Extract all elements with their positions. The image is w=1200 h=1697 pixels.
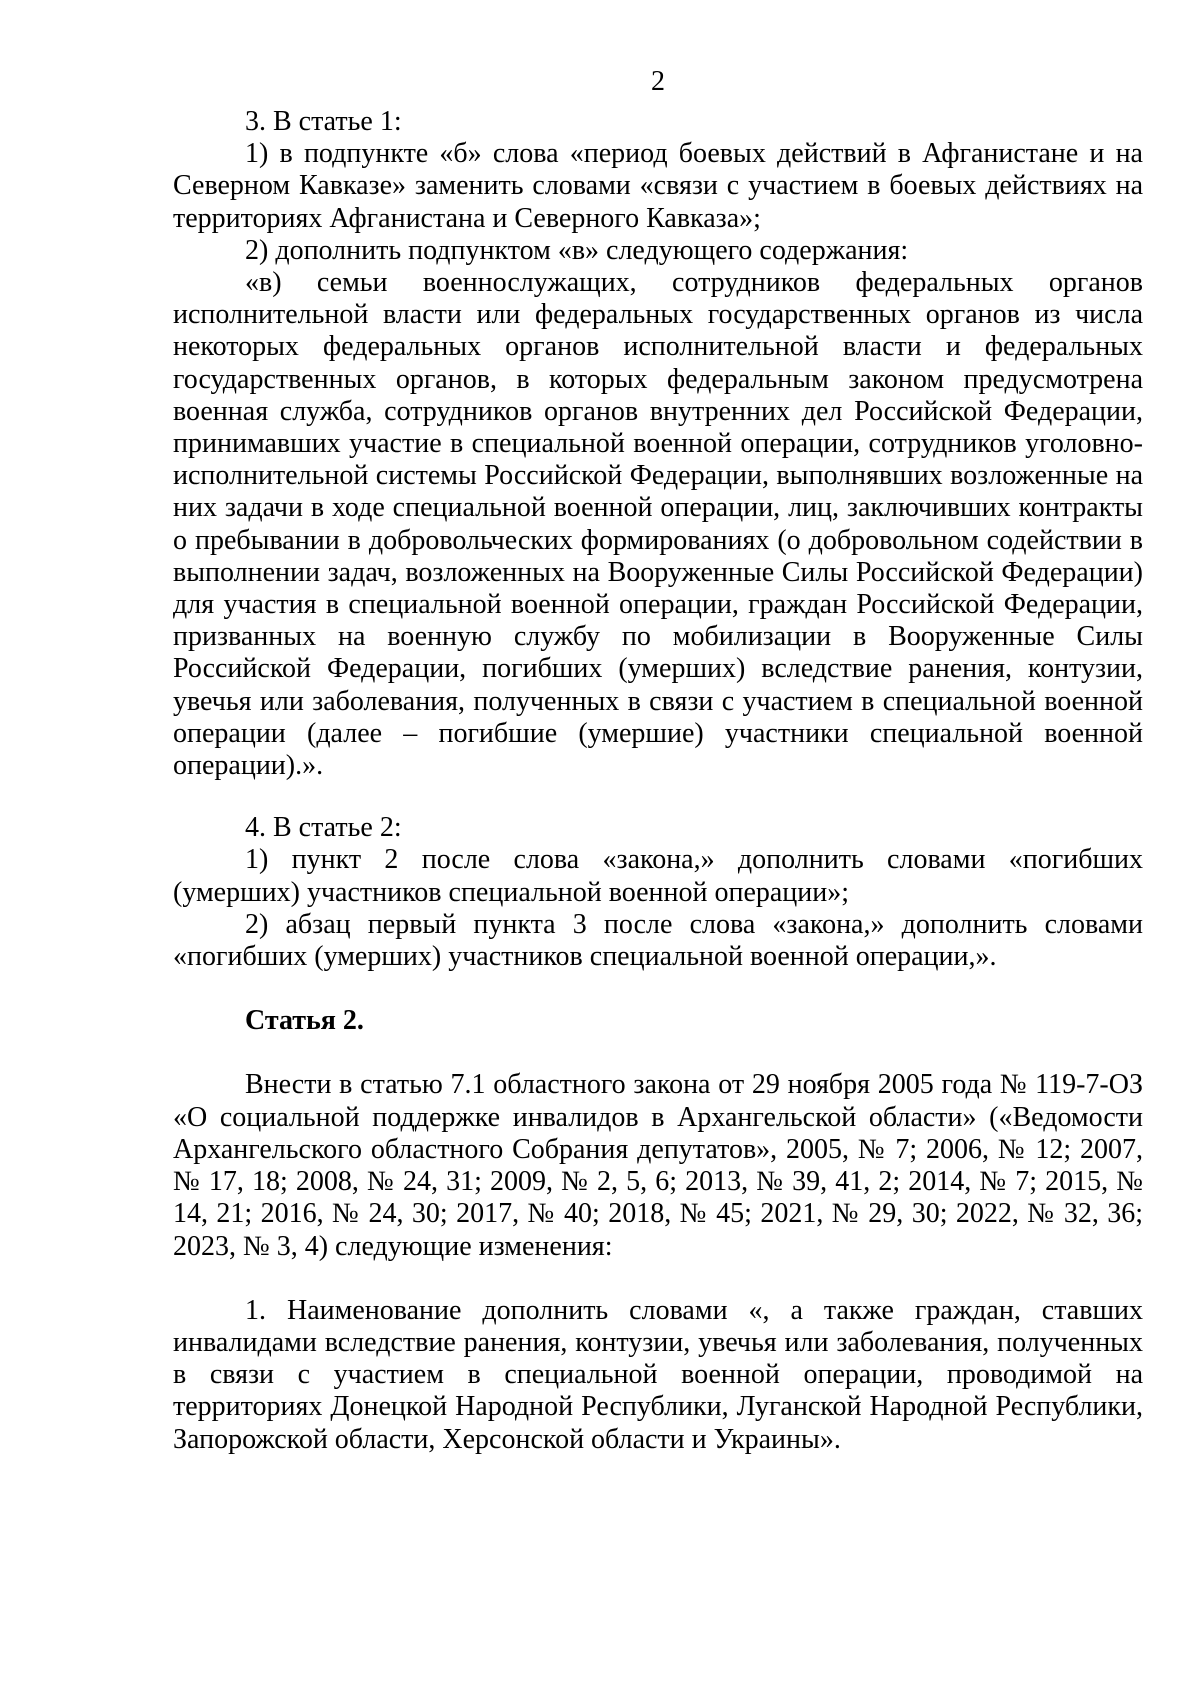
article-2-intro: Внести в статью 7.1 областного закона от 29 ноября 2005 года № 119-7-ОЗ «О социальной поддержке инвалидов в Архангельской области» («Ведомости Архангельского областного Собрания депутатов», 2005, № 7; 2006, № 12; 2007, № 17, 18; 2008, № 24, 31; 2009, № 2, 5, 6; 2013, № 39, 41, 2; 2014, № 7; 2015, № 14, 21; 2016, № 24, 30; 2017, № 40; 2018, № 45; 2021, № 29, 30; 2022, № 32, 36; 2023, № 3, 4) следующие изменения: [173, 1069, 1143, 1262]
section-4-item-1: 1) пункт 2 после слова «закона,» дополнить словами «погибших (умерших) участников специальной военной операции»; [173, 844, 1143, 908]
section-3-intro: 3. В статье 1: [245, 106, 402, 137]
spacer [173, 782, 1143, 812]
spacer [173, 973, 1143, 1005]
page-number: 2 [651, 66, 665, 97]
spacer [173, 1263, 1143, 1295]
section-3-item-2: 2) дополнить подпунктом «в» следующего содержания: [245, 234, 909, 266]
section-4-item-2: 2) абзац первый пункта 3 после слова «закона,» дополнить словами «погибших (умерших) участников специальной военной операции,». [173, 908, 1143, 973]
article-2-heading: Статья 2. [245, 1005, 364, 1037]
spacer [173, 1037, 1143, 1069]
section-4-intro: 4. В статье 2: [245, 812, 402, 844]
article-2-item-1: 1. Наименование дополнить словами «, а также граждан, ставших инвалидами вследствие ранения, контузии, увечья или заболевания, полученных в связи с участием в специальной военной операции, проводимой на территориях Донецкой Народной Республики, Луганской Народной Республики, Запорожской области, Херсонской области и Украины». [173, 1294, 1143, 1455]
document-body [173, 106, 1143, 1456]
section-3-item-1: 1) в подпункте «б» слова «период боевых действий в Афганистане и на Северном Кавказе» заменить словами «связи с участием в боевых действиях на территориях Афганистана и Северного Кавказа»; [173, 138, 1143, 234]
section-3-quote: «в) семьи военнослужащих, сотрудников федеральных органов исполнительной власти или федеральных государственных органов из числа некоторых федеральных органов исполнительной власти и федеральных государственных органов, в которых федеральным законом предусмотрена военная служба, сотрудников органов внутренних дел Российской Федерации, принимавших участие в специальной военной операции, сотрудников уголовно-исполнительной системы Российской Федерации, выполнявших возложенные на них задачи в ходе специальной военной операции, лиц, заключивших контракты о пребывании в добровольческих формированиях (о добровольном содействии в выполнении задач, возложенных на Вооруженные Силы Российской Федерации) для участия в специальной военной операции, граждан Российской Федерации, призванных на военную службу по мобилизации в Вооруженные Силы Российской Федерации, погибших (умерших) вследствие ранения, контузии, увечья или заболевания, полученных в связи с участием в специальной военной операции (далее – погибшие (умершие) участники специальной военной операции).». [173, 267, 1143, 782]
